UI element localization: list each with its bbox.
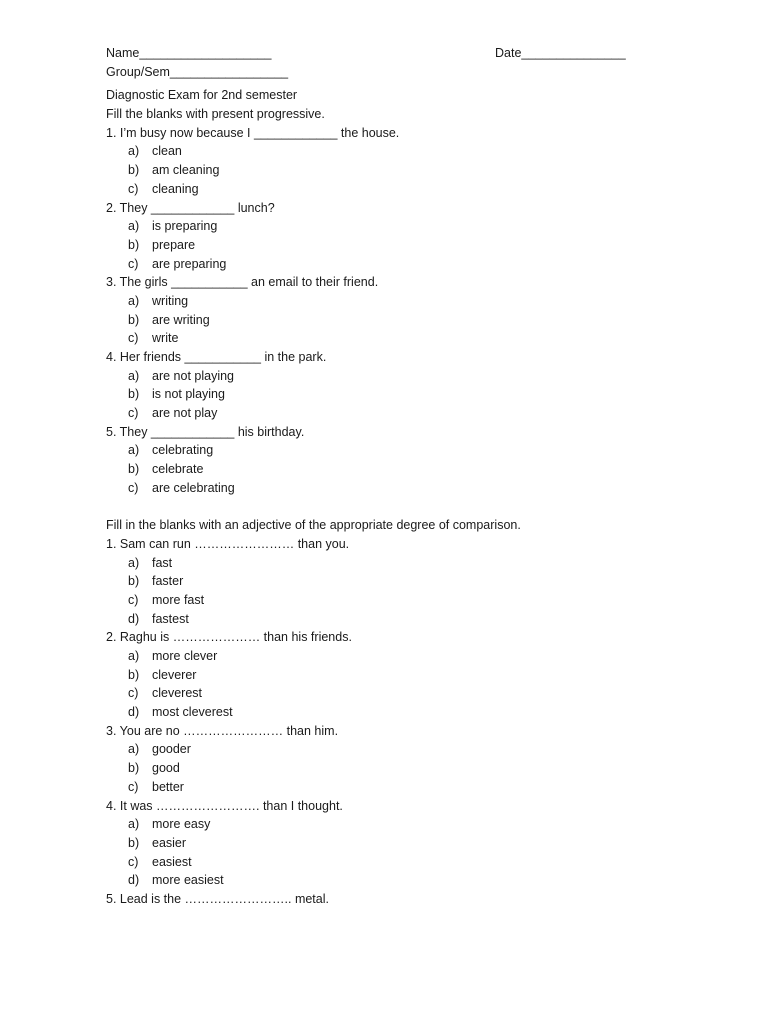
answer-option [106, 236, 666, 255]
option-text: are celebrating [152, 480, 235, 495]
option-text: is preparing [152, 219, 218, 234]
answer-option [106, 329, 666, 348]
question-text: 5. Lead is the …………………….. metal. [106, 891, 329, 906]
option-letter: a) [128, 443, 140, 458]
option-letter: b) [128, 237, 140, 252]
group-label: Group/Sem_________________ [106, 64, 289, 79]
section-spacer [106, 498, 666, 517]
answer-option [106, 647, 666, 666]
answer-option [106, 871, 666, 890]
option-text: cleaning [152, 181, 199, 196]
question-text: 3. You are no …………………… than him. [106, 723, 339, 738]
question-text: 1. I’m busy now because I ____________ the house. [106, 125, 400, 140]
option-text: cleverest [152, 686, 203, 701]
answer-option [106, 404, 666, 423]
answer-option [106, 815, 666, 834]
option-letter: c) [128, 480, 139, 495]
option-letter: d) [128, 873, 140, 888]
option-letter: c) [128, 779, 139, 794]
answer-option [106, 460, 666, 479]
answer-option [106, 161, 666, 180]
option-text: prepare [152, 237, 196, 252]
answer-option [106, 666, 666, 685]
option-text: am cleaning [152, 163, 220, 178]
date-label: Date_______________ [495, 46, 626, 60]
answer-option [106, 479, 666, 498]
question-text: 2. Raghu is ………………… than his friends. [106, 630, 352, 645]
section-instruction: Fill the blanks with present progressive. [106, 107, 325, 122]
option-letter: b) [128, 761, 140, 776]
option-text: faster [152, 574, 184, 589]
option-letter: c) [128, 331, 139, 346]
option-letter: b) [128, 163, 140, 178]
question-text: 3. The girls ___________ an email to their friend. [106, 275, 379, 290]
answer-option [106, 292, 666, 311]
header-row-name-date [106, 44, 666, 63]
answer-option [106, 255, 666, 274]
answer-option [106, 385, 666, 404]
option-text: writing [152, 293, 189, 308]
option-letter: d) [128, 705, 140, 720]
option-letter: b) [128, 312, 140, 327]
question-text: 4. It was ……………………. than I thought. [106, 798, 343, 813]
name-label: Name___________________ [106, 46, 272, 60]
option-text: good [152, 761, 180, 776]
option-text: more easy [152, 817, 211, 832]
option-letter: a) [128, 368, 140, 383]
option-text: more fast [152, 592, 205, 607]
option-letter: c) [128, 854, 139, 869]
option-text: write [152, 331, 179, 346]
question-text: 4. Her friends ___________ in the park. [106, 350, 327, 364]
option-text: clean [152, 144, 182, 159]
option-text: cleverer [152, 667, 197, 682]
answer-option [106, 684, 666, 703]
answer-option [106, 703, 666, 722]
option-text: more clever [152, 649, 218, 663]
option-text: celebrate [152, 462, 204, 477]
answer-option [106, 554, 666, 573]
answer-option [106, 311, 666, 330]
option-text: are not playing [152, 368, 235, 383]
option-text: fast [152, 555, 173, 570]
answer-option [106, 740, 666, 759]
answer-option [106, 441, 666, 460]
option-letter: d) [128, 611, 140, 626]
question-text: 5. They ____________ his birthday. [106, 424, 305, 439]
option-text: easier [152, 835, 187, 850]
answer-option [106, 217, 666, 236]
answer-option [106, 572, 666, 591]
answer-option [106, 759, 666, 778]
option-letter: a) [128, 817, 140, 832]
answer-option [106, 367, 666, 386]
answer-option [106, 180, 666, 199]
exam-title: Diagnostic Exam for 2nd semester [106, 88, 298, 103]
exam-document [106, 44, 666, 909]
sections-container [106, 105, 666, 909]
option-letter: b) [128, 835, 140, 850]
option-text: is not playing [152, 387, 225, 402]
question-text: 2. They ____________ lunch? [106, 200, 275, 215]
option-text: are not play [152, 406, 218, 421]
option-text: celebrating [152, 443, 214, 458]
answer-option [106, 610, 666, 629]
option-text: are preparing [152, 256, 227, 271]
option-letter: c) [128, 406, 139, 421]
option-letter: c) [128, 181, 139, 196]
answer-option [106, 834, 666, 853]
option-text: gooder [152, 742, 191, 757]
option-text: more easiest [152, 873, 224, 888]
option-letter: a) [128, 144, 140, 159]
answer-option [106, 591, 666, 610]
question-text: 1. Sam can run …………………… than you. [106, 536, 350, 551]
option-letter: b) [128, 387, 140, 402]
option-letter: c) [128, 592, 139, 607]
option-letter: a) [128, 219, 140, 234]
option-text: better [152, 779, 184, 794]
answer-option [106, 778, 666, 797]
section-instruction: Fill in the blanks with an adjective of the appropriate degree of comparison. [106, 518, 521, 533]
option-letter: a) [128, 555, 140, 570]
answer-option [106, 853, 666, 872]
option-letter: a) [128, 293, 140, 308]
answer-option [106, 142, 666, 161]
option-letter: c) [128, 686, 139, 701]
option-text: most cleverest [152, 705, 233, 720]
option-text: are writing [152, 312, 210, 327]
option-text: fastest [152, 611, 189, 626]
option-letter: c) [128, 256, 139, 271]
option-letter: b) [128, 462, 140, 477]
option-letter: b) [128, 667, 140, 682]
option-letter: a) [128, 649, 140, 663]
option-letter: b) [128, 574, 140, 589]
option-text: easiest [152, 854, 192, 869]
option-letter: a) [128, 742, 140, 757]
